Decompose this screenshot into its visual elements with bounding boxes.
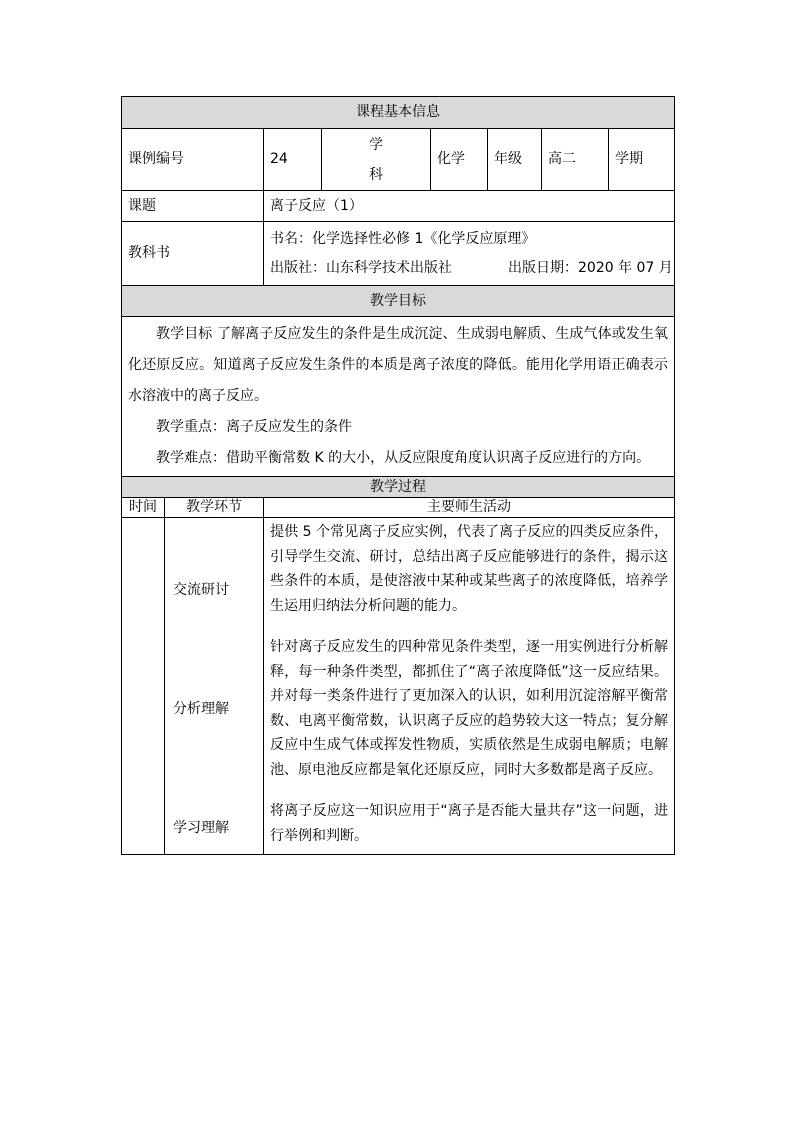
topic-value: 离子反应（1） [264,191,675,222]
teaching-goal: 教学目标 了解离子反应发生的条件是生成沉淀、生成弱电解质、生成气体或发生氧化还原反应。知道离子反应发生条件的本质是离子浓度的降低。能用化学用语正确表示水溶液中的离子反应。 [128,326,668,404]
time-cell [122,518,165,855]
publish-date: 出版日期：2020 年 07 月 [508,259,673,276]
publisher-line [270,254,673,283]
activity-text: 将离子反应这一知识应用于“离子是否能大量共存”这一问题，进行举例和判断。 [270,803,668,844]
activity-cell [264,518,675,855]
subject-label-bottom: 科 [369,166,383,183]
stage-name: 交流研讨 [173,582,229,598]
difficulty: 教学难点：借助平衡常数 K 的大小，从反应限度角度认识离子反应进行的方向。 [156,450,651,466]
grade-label: 年级 [488,129,542,191]
col-time-header: 时间 [122,498,165,518]
key-point: 教学重点：离子反应发生的条件 [156,419,352,435]
activity-text: 针对离子反应发生的四种常见条件类型，逐一用实例进行分析解释，每一种条件类型，都抓住了“离子浓度降低”这一反应结果。并对每一类条件进行了更加深入的认识，如利用沉淀溶解平衡常数、电离平衡常数，认识离子反应的趋势较大这一特点；复分解反应中生成气体或挥发性物质，实质依然是生成弱电解质；电解池、原电池反应都是氧化还原反应，同时大多数都是离子反应。 [270,639,668,778]
textbook-label: 教科书 [122,222,264,286]
stage-name: 学习理解 [173,820,229,836]
subject-value: 化学 [431,129,488,191]
process-heading: 教学过程 [122,477,675,498]
col-activity-header: 主要师生活动 [264,498,675,518]
topic-label: 课题 [122,191,264,222]
lesson-plan-table [121,96,675,855]
book-name: 书名：化学选择性必修 1《化学反应原理》 [270,230,536,247]
objectives-heading: 教学目标 [122,286,675,317]
objectives-content [122,317,675,477]
course-info-heading: 课程基本信息 [122,97,675,129]
publisher: 出版社：山东科学技术出版社 [270,259,452,276]
activity-text: 提供 5 个常见离子反应实例，代表了离子反应的四类反应条件，引导学生交流、研讨，总结出离子反应能够进行的条件，揭示这些条件的本质，是使溶液中某种或某些离子的浓度降低，培养学生运用归纳法分析问题的能力。 [270,524,668,614]
case-number-label: 课例编号 [122,129,264,191]
col-stage-header: 教学环节 [165,498,264,518]
grade-value: 高二 [542,129,609,191]
case-number-value: 24 [264,129,322,191]
subject-label [322,129,431,191]
semester-label: 学期 [609,129,675,191]
subject-label-top: 学 [369,136,383,153]
stage-cell [165,518,264,855]
textbook-info [264,222,675,286]
stage-name: 分析理解 [173,701,229,717]
